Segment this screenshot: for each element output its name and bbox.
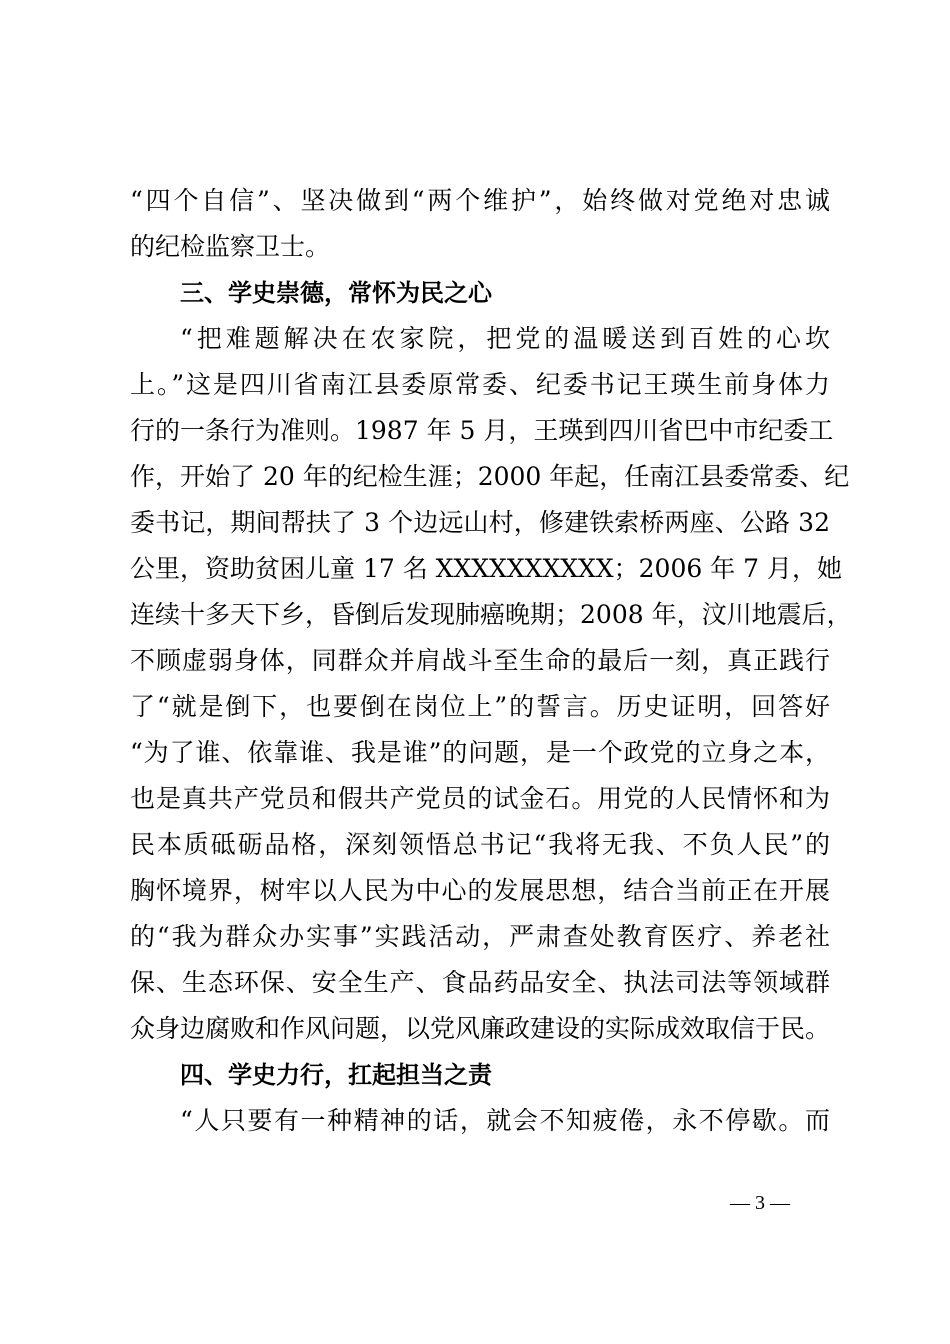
paragraph-line: 连续十多天下乡，昏倒后发现肺癌晚期；2008 年，汶川地震后， xyxy=(130,600,852,629)
paragraph-line: 的“我为群众办实事”实践活动，严肃查处教育医疗、养老社 xyxy=(130,922,830,951)
paragraph-line: 众身边腐败和作风问题，以党风廉政建设的实际成效取信于民。 xyxy=(130,1014,831,1043)
page-number: — 3 — xyxy=(730,1192,790,1214)
paragraph-line: 公里，资助贫困儿童 17 名 XXXXXXXXXX；2006 年 7 月，她 xyxy=(130,554,843,583)
paragraph-line: “把难题解决在农家院，把党的温暖送到百姓的心坎 xyxy=(180,324,830,353)
paragraph-line: 保、生态环保、安全生产、食品药品安全、执法司法等领域群 xyxy=(130,968,830,997)
paragraph-line: 的纪检监察卫士。 xyxy=(130,232,331,261)
section-heading: 四、学史力行，扛起担当之责 xyxy=(180,1061,492,1089)
paragraph-line: “四个自信”、坚决做到“两个维护”，始终做对党绝对忠诚 xyxy=(130,186,830,215)
section-heading: 三、学史崇德，常怀为民之心 xyxy=(180,279,492,307)
paragraph-line: 上。”这是四川省南江县委原常委、纪委书记王瑛生前身体力 xyxy=(130,370,830,399)
paragraph-line: “为了谁、依靠谁、我是谁”的问题，是一个政党的立身之本， xyxy=(130,738,830,767)
paragraph-line: 作，开始了 20 年的纪检生涯；2000 年起，任南江县委常委、纪 xyxy=(130,462,850,491)
paragraph-line: 委书记，期间帮扶了 3 个边远山村，修建铁索桥两座、公路 32 xyxy=(130,508,830,537)
paragraph-line: 了“就是倒下，也要倒在岗位上”的誓言。历史证明，回答好 xyxy=(130,692,830,721)
paragraph-line: 不顾虚弱身体，同群众并肩战斗至生命的最后一刻，真正践行 xyxy=(130,646,830,675)
paragraph-line: 也是真共产党员和假共产党员的试金石。用党的人民情怀和为 xyxy=(130,784,830,813)
paragraph-line: “人只要有一种精神的话，就会不知疲倦，永不停歇。而 xyxy=(180,1106,830,1135)
paragraph-line: 胸怀境界，树牢以人民为中心的发展思想，结合当前正在开展 xyxy=(130,876,830,905)
paragraph-line: 民本质砥砺品格，深刻领悟总书记“我将无我、不负人民”的 xyxy=(130,830,830,859)
paragraph-line: 行的一条行为准则。1987 年 5 月，王瑛到四川省巴中市纪委工 xyxy=(130,416,834,445)
